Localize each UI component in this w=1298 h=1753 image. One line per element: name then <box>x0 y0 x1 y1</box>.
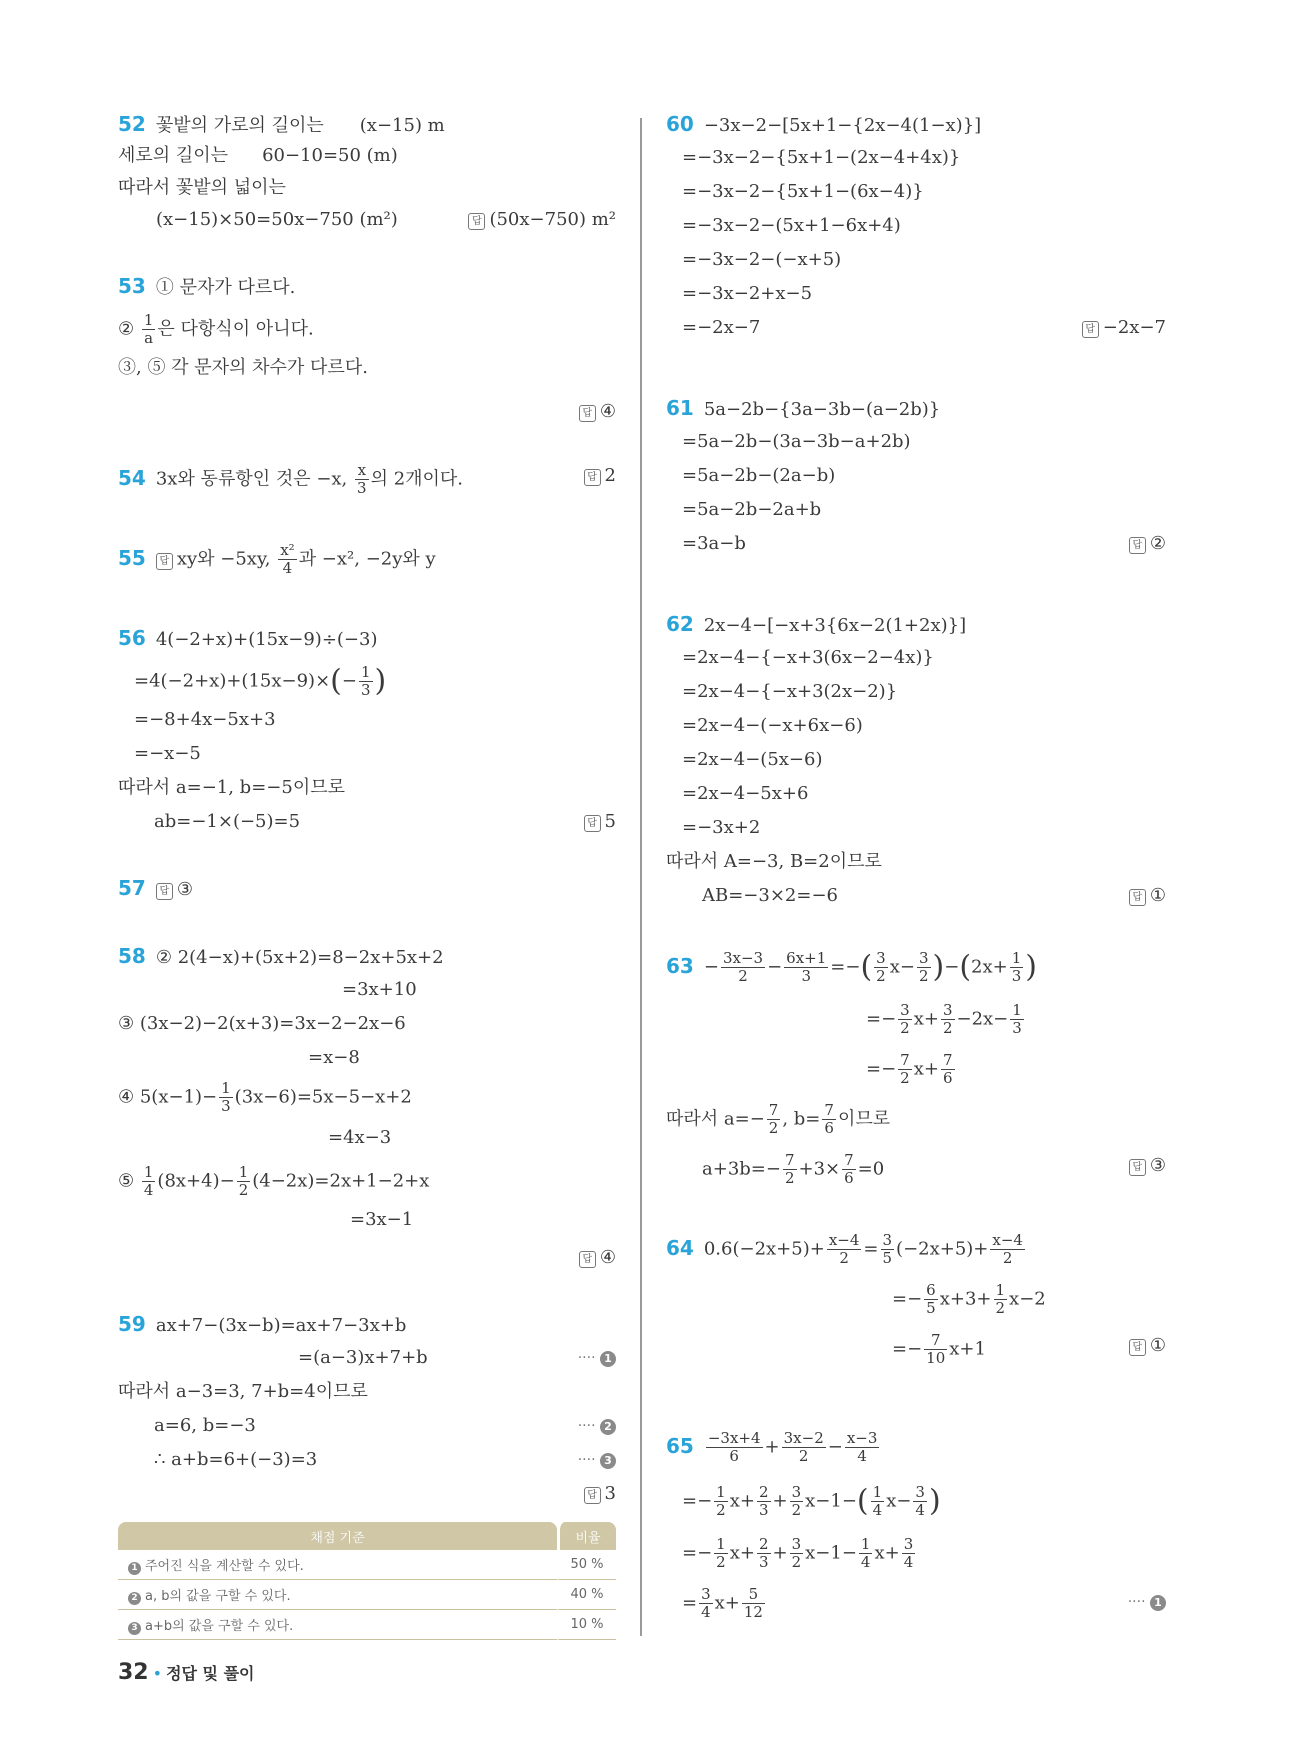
problem-number: 52 <box>118 112 146 136</box>
step-marker: ···· 2 <box>578 1416 616 1436</box>
step-marker: ···· 3 <box>578 1450 616 1470</box>
answer: 답 ③ <box>1129 1154 1166 1178</box>
table-row: 2 a, b의 값을 구할 수 있다. 40 % <box>118 1580 616 1610</box>
answer: 답 (50x−750) m² <box>468 208 616 232</box>
answer-box-icon: 답 <box>1129 1339 1146 1356</box>
answer: 답 ④ <box>579 400 616 424</box>
scoring-rubric-table <box>118 1522 616 1640</box>
answer-box-icon: 답 <box>156 553 173 570</box>
fraction: $\frac{1}{3}$ <box>360 663 371 699</box>
answer-box-icon: 답 <box>584 1487 601 1504</box>
step-circle-icon: 2 <box>600 1419 616 1435</box>
step-circle-icon: 3 <box>600 1453 616 1469</box>
answer-box-icon: 답 <box>1082 321 1099 338</box>
fraction: $\frac{1}{2}$ <box>238 1163 249 1199</box>
answer: 답 ④ <box>579 1246 616 1270</box>
answer: 답 ② <box>1129 532 1166 556</box>
rubric-header-criteria: 채점 기준 <box>118 1522 557 1550</box>
page-footer: 32 • 정답 및 풀이 <box>118 1660 255 1685</box>
rubric-header-ratio: 비율 <box>557 1522 616 1550</box>
answer: 답 ① <box>1129 884 1166 908</box>
answer-box-icon: 답 <box>1129 1159 1146 1176</box>
column-divider <box>640 118 642 1636</box>
table-row: 1 주어진 식을 계산할 수 있다. 50 % <box>118 1550 616 1580</box>
answer: 답 2 <box>584 464 616 488</box>
page-number: 32 <box>118 1660 149 1685</box>
answer-box-icon: 답 <box>584 815 601 832</box>
answer: 답 3 <box>584 1482 616 1506</box>
step-marker: ···· 1 <box>1128 1592 1166 1612</box>
fraction: $\frac{1}{3}$ <box>221 1079 231 1115</box>
fraction: $\frac{x}{3}$ <box>357 461 367 497</box>
answer-box-icon: 답 <box>156 883 173 900</box>
footer-label: 정답 및 풀이 <box>166 1664 255 1683</box>
fraction: $\frac{\text{x²}}{4}$ <box>280 541 295 577</box>
fraction: $\frac{1}{4}$ <box>143 1163 154 1199</box>
answer: 답 ① <box>1129 1334 1166 1358</box>
step-circle-icon: 1 <box>1150 1595 1166 1611</box>
answer-box-icon: 답 <box>579 1251 596 1268</box>
step-circle-icon: 1 <box>600 1351 616 1367</box>
answer-box-icon: 답 <box>579 405 596 422</box>
table-row: 3 a+b의 값을 구할 수 있다. 10 % <box>118 1610 616 1640</box>
step-marker: ···· 1 <box>578 1348 616 1368</box>
answer: 답 5 <box>584 810 616 834</box>
answer-box-icon: 답 <box>1129 889 1146 906</box>
fraction: $\frac{1}{a}$ <box>143 311 154 347</box>
answer-box-icon: 답 <box>584 469 601 486</box>
answer: 답 −2x−7 <box>1082 316 1166 340</box>
answer-box-icon: 답 <box>1129 537 1146 554</box>
answer-box-icon: 답 <box>468 213 485 230</box>
